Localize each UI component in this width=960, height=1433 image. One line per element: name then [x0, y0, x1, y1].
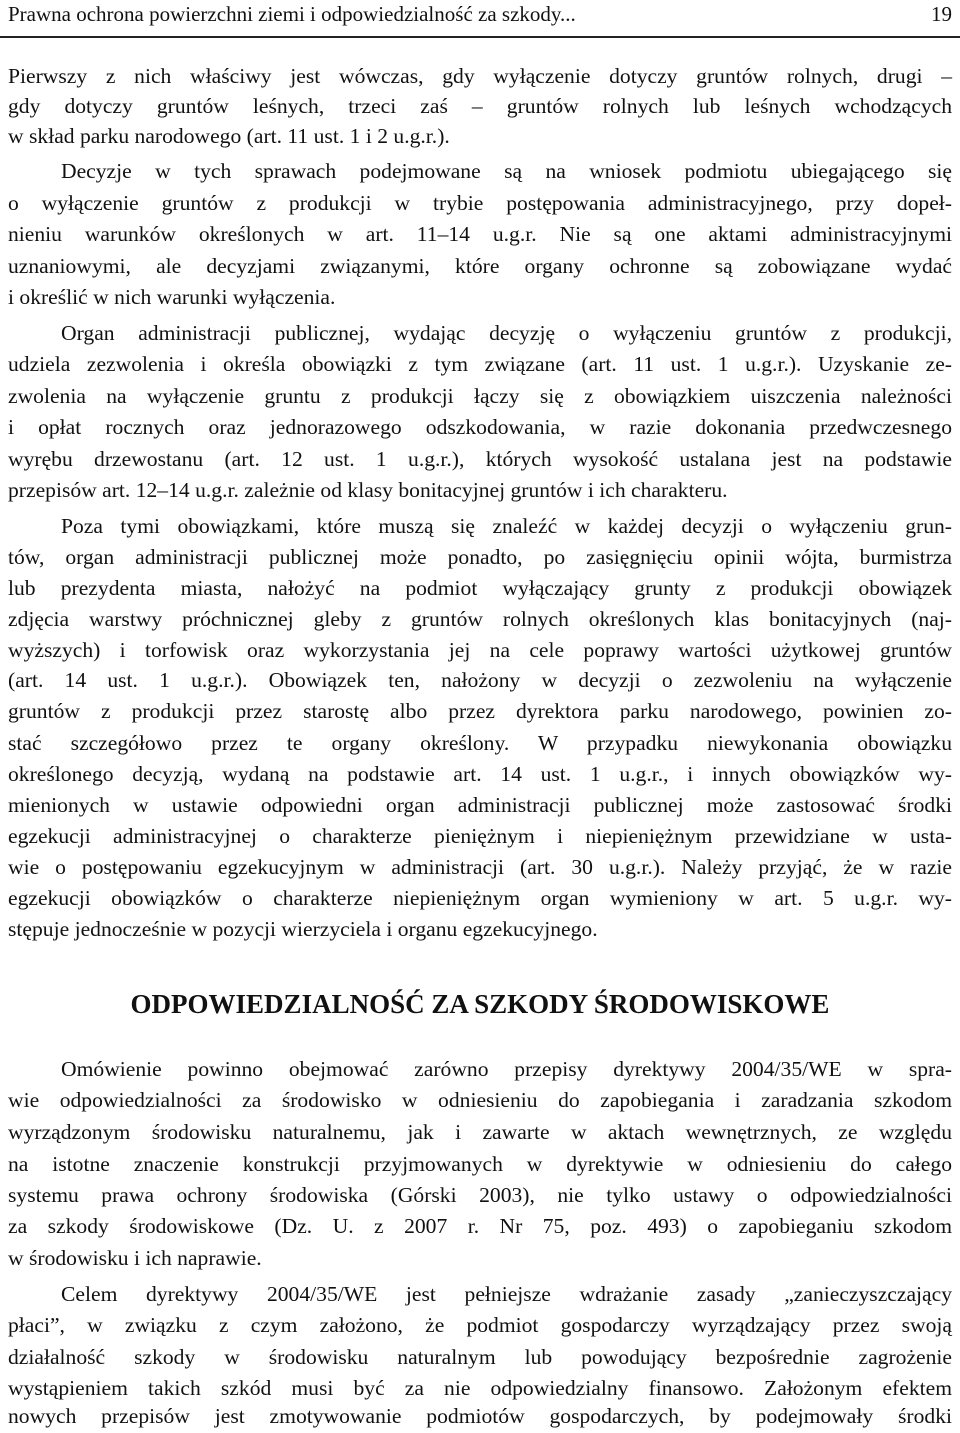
page-number: 19 [931, 2, 952, 26]
text-line: Poza tymi obowiązkami, które muszą się znaleźć w każdej decyzji o wyłączeniu grun- [61, 514, 952, 538]
text-line: wyższych) i torfowisk oraz wykorzystania jej na cele poprawy wartości użytkowej gruntów [8, 638, 952, 662]
text-line: zwolenia na wyłączenie gruntu z produkcji łączy się z obowiązkiem uiszczenia należności [8, 384, 952, 408]
text-line: na istotne znaczenie konstrukcji przyjmowanych w dyrektywie w odniesieniu do całego [8, 1152, 952, 1176]
text-line: Decyzje w tych sprawach podejmowane są na wniosek podmiotu ubiegającego się [61, 159, 952, 183]
text-line: wyrządzonym środowisku naturalnemu, jak i zawarte w aktach wewnętrznych, ze względu [8, 1120, 952, 1144]
text-line: przepisów art. 12–14 u.g.r. zależnie od klasy bonitacyjnej gruntów i ich charakteru. [8, 478, 728, 502]
text-line: nowych przepisów jest zmotywowanie podmiotów gospodarczych, by podejmowały środki [8, 1404, 952, 1428]
text-line: i opłat rocznych oraz jednorazowego odszkodowania, w razie dokonania przedwczesnego [8, 415, 952, 439]
text-line: tów, organ administracji publicznej może ponadto, po zasięgnięciu opinii wójta, burmistrza [8, 545, 952, 569]
text-line: działalność szkody w środowisku naturalnym lub powodujący bezpośrednie zagrożenie [8, 1345, 952, 1369]
text-line: wystąpieniem takich szkód musi być za nie odpowiedzialny finansowo. Założonym efektem [8, 1376, 952, 1400]
text-line: Celem dyrektywy 2004/35/WE jest pełniejsze wdrażanie zasady „zanieczyszczający [61, 1282, 952, 1306]
text-line: zdjęcia warstwy próchnicznej gleby z gruntów rolnych określonych klas bonitacyjnych (naj- [8, 607, 952, 631]
text-line: Pierwszy z nich właściwy jest wówczas, gdy wyłączenie dotyczy gruntów rolnych, drugi – [8, 64, 952, 88]
text-line: w skład parku narodowego (art. 11 ust. 1 i 2 u.g.r.). [8, 124, 450, 148]
text-line: egzekucji obowiązków o charakterze niepieniężnym organ wymieniony w art. 5 u.g.r. wy- [8, 886, 952, 910]
text-line: stępuje jednocześnie w pozycji wierzyciela i organu egzekucyjnego. [8, 917, 598, 941]
running-header [8, 2, 952, 32]
text-line: stać szczegółowo przez te organy określony. W przypadku niewykonania obowiązku [8, 731, 952, 755]
text-line: Omówienie powinno obejmować zarówno przepisy dyrektywy 2004/35/WE w spra- [61, 1057, 952, 1081]
text-line: uznaniowymi, ale decyzjami związanymi, które organy ochronne są zobowiązane wydać [8, 254, 952, 278]
text-line: lub prezydenta miasta, nałożyć na podmiot wyłączający grunty z produkcji obowiązek [8, 576, 952, 600]
text-line: gdy dotyczy gruntów leśnych, trzeci zaś – gruntów rolnych lub leśnych wchodzących [8, 94, 952, 118]
text-line: udziela zezwolenia i określa obowiązki z tym związane (art. 11 ust. 1 u.g.r.). Uzyskanie ze- [8, 352, 952, 376]
text-line: wyrębu drzewostanu (art. 12 ust. 1 u.g.r.), których wysokość ustalana jest na podstawie [8, 447, 952, 471]
text-line: wie o postępowaniu egzekucyjnym w administracji (art. 30 u.g.r.). Należy przyjąć, że w razie [8, 855, 952, 879]
text-line: (art. 14 ust. 1 u.g.r.). Obowiązek ten, nałożony w decyzji o zezwoleniu na wyłączenie [8, 668, 952, 692]
text-line: gruntów z produkcji przez starostę albo przez dyrektora parku narodowego, powinien zo- [8, 699, 952, 723]
header-rule [0, 36, 960, 38]
text-line: płaci”, w związku z czym założono, że podmiot gospodarczy wyrządzający przez swoją [8, 1313, 952, 1337]
text-line: w środowisku i ich naprawie. [8, 1246, 262, 1270]
text-line: nieniu warunków określonych w art. 11–14 u.g.r. Nie są one aktami administracyjnymi [8, 222, 952, 246]
text-line: egzekucji administracyjnej o charakterze pieniężnym i niepieniężnym przewidziane w usta- [8, 824, 952, 848]
text-line: za szkody środowiskowe (Dz. U. z 2007 r. Nr 75, poz. 493) o zapobieganiu szkodom [8, 1214, 952, 1238]
text-line: mienionych w ustawie odpowiedni organ administracji publicznej może zastosować środki [8, 793, 952, 817]
text-line: o wyłączenie gruntów z produkcji w trybie postępowania administracyjnego, przy dopeł- [8, 191, 952, 215]
text-line: i określić w nich warunki wyłączenia. [8, 285, 336, 309]
header-title: Prawna ochrona powierzchni ziemi i odpowiedzialność za szkody... [8, 2, 576, 26]
section-heading: ODPOWIEDZIALNOŚĆ ZA SZKODY ŚRODOWISKOWE [130, 989, 830, 1019]
text-line: określonego decyzją, wydaną na podstawie art. 14 ust. 1 u.g.r., i innych obowiązków wy- [8, 762, 952, 786]
text-line: systemu prawa ochrony środowiska (Górski 2003), nie tylko ustawy o odpowiedzialności [8, 1183, 952, 1207]
text-line: Organ administracji publicznej, wydając decyzję o wyłączeniu gruntów z produkcji, [61, 321, 952, 345]
text-line: wie odpowiedzialności za środowisko w odniesieniu do zapobiegania i zaradzania szkodom [8, 1088, 952, 1112]
